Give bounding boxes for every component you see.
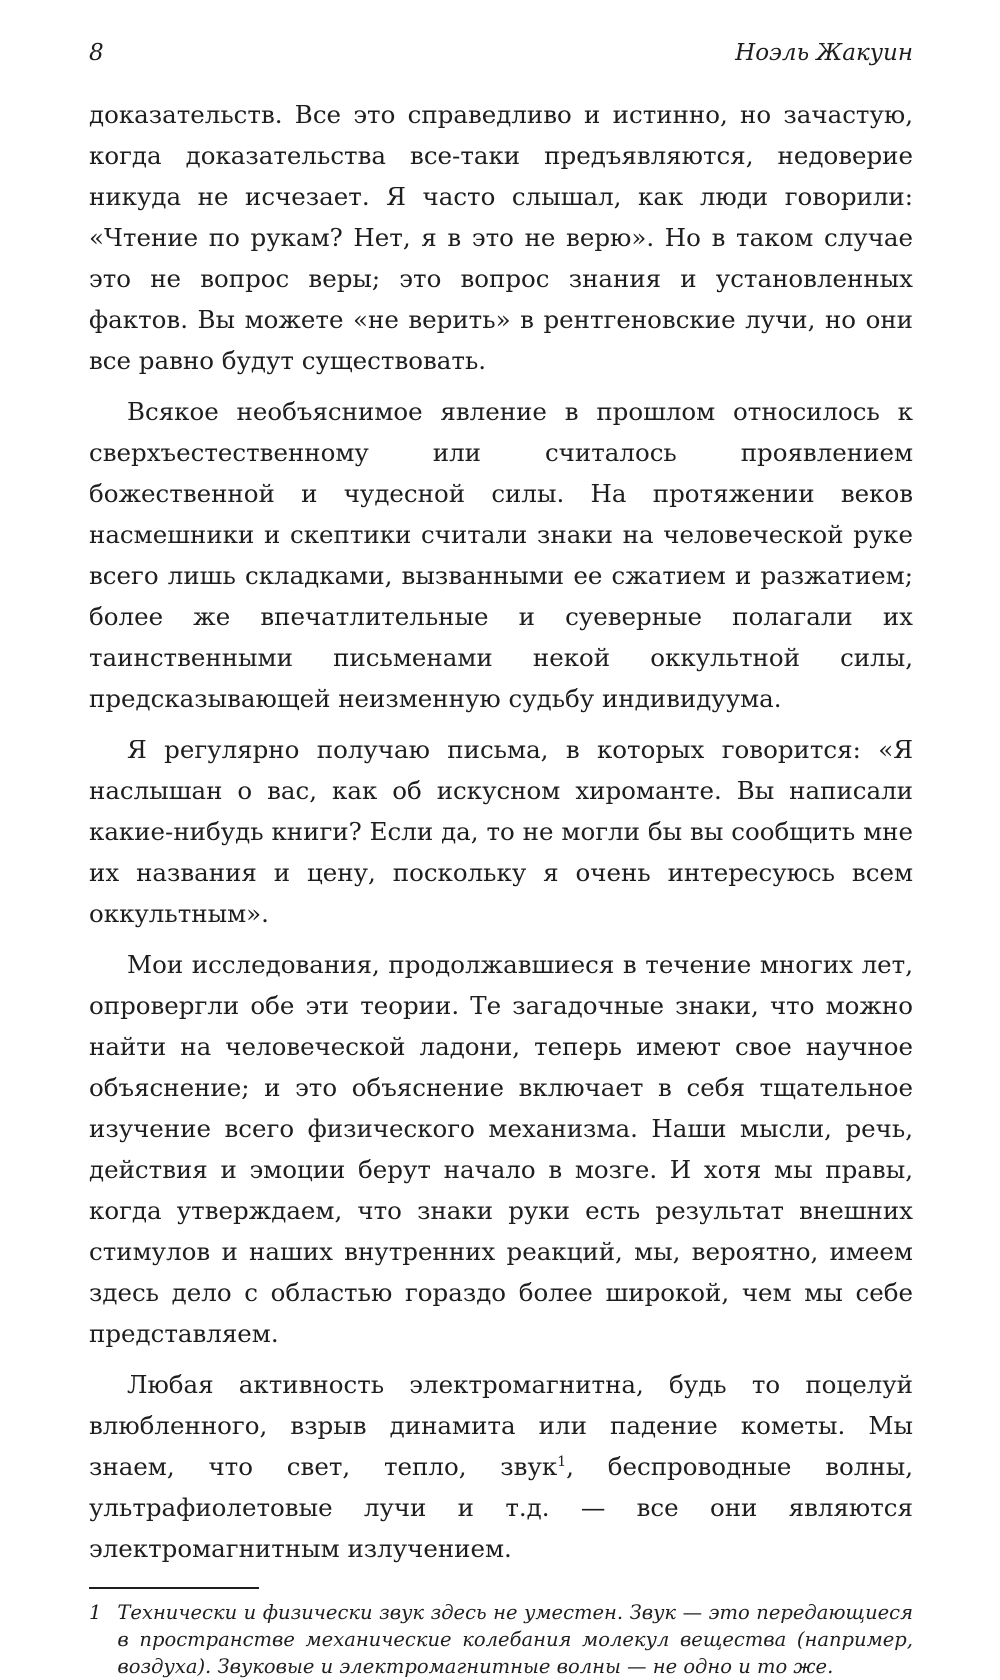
paragraph [89, 1364, 913, 1569]
footnote-text: Технически и физически звук здесь не уместен. Звук — это передающиеся в пространстве механические колебания молекул вещества (например, воздуха). Звуковые и электромагнитные волны — не одно и то же. [117, 1601, 913, 1678]
paragraph-text: , беспроводные волны, ультрафиолетовые лучи и т.д. — все они являются электромагнитным излучением. [89, 1452, 913, 1563]
footnote-number: 1 [89, 1601, 102, 1624]
body-text [89, 94, 913, 1569]
footnote-reference[interactable]: 1 [557, 1453, 567, 1470]
paragraph: Мои исследования, продолжавшиеся в течение многих лет, опровергли обе эти теории. Те загадочные знаки, что можно найти на человеческой ладони, теперь имеют свое научное объяснение; и это объяснение включает в себя тщательное изучение всего физического механизма. Наши мысли, речь, действия и эмоции берут начало в мозге. И хотя мы правы, когда утверждаем, что знаки руки есть результат внешних стимулов и наших внутренних реакций, мы, вероятно, имеем здесь дело с областью гораздо более широкой, чем мы себе представляем. [89, 950, 913, 1348]
running-title: Ноэль Жакуин [735, 40, 913, 66]
paragraph: Я регулярно получаю письма, в которых говорится: «Я наслышан о вас, как об искусном хироманте. Вы написали какие-нибудь книги? Если да, то не могли бы вы сообщить мне их названия и цену, поскольку я очень интересуюсь всем оккультным». [89, 735, 913, 928]
paragraph: доказательств. Все это справедливо и истинно, но зачастую, когда доказательства все-таки предъявляются, недоверие никуда не исчезает. Я часто слышал, как люди говорили: «Чтение по рукам? Нет, я в это не верю». Но в таком случае это не вопрос веры; это вопрос знания и установленных фактов. Вы можете «не верить» в рентгеновские лучи, но они все равно будут существовать. [89, 100, 913, 375]
page-number: 8 [89, 40, 104, 66]
paragraph: Всякое необъяснимое явление в прошлом относилось к сверхъестественному или считалось проявлением божественной и чудесной силы. На протяжении веков насмешники и скептики считали знаки на человеческой руке всего лишь складками, вызванными ее сжатием и разжатием; более же впечатлительные и суеверные полагали их таинственными письменами некой оккультной силы, предсказывающей неизменную судьбу индивидуума. [89, 397, 913, 713]
paragraph-text: Любая активность электромагнитна, будь то поцелуй влюбленного, взрыв динамита или падение кометы. Мы знаем, что свет, тепло, звук [89, 1370, 913, 1481]
footnote [89, 1599, 913, 1680]
book-page [89, 40, 913, 1678]
footnote-divider [89, 1587, 259, 1589]
running-head [89, 40, 913, 80]
